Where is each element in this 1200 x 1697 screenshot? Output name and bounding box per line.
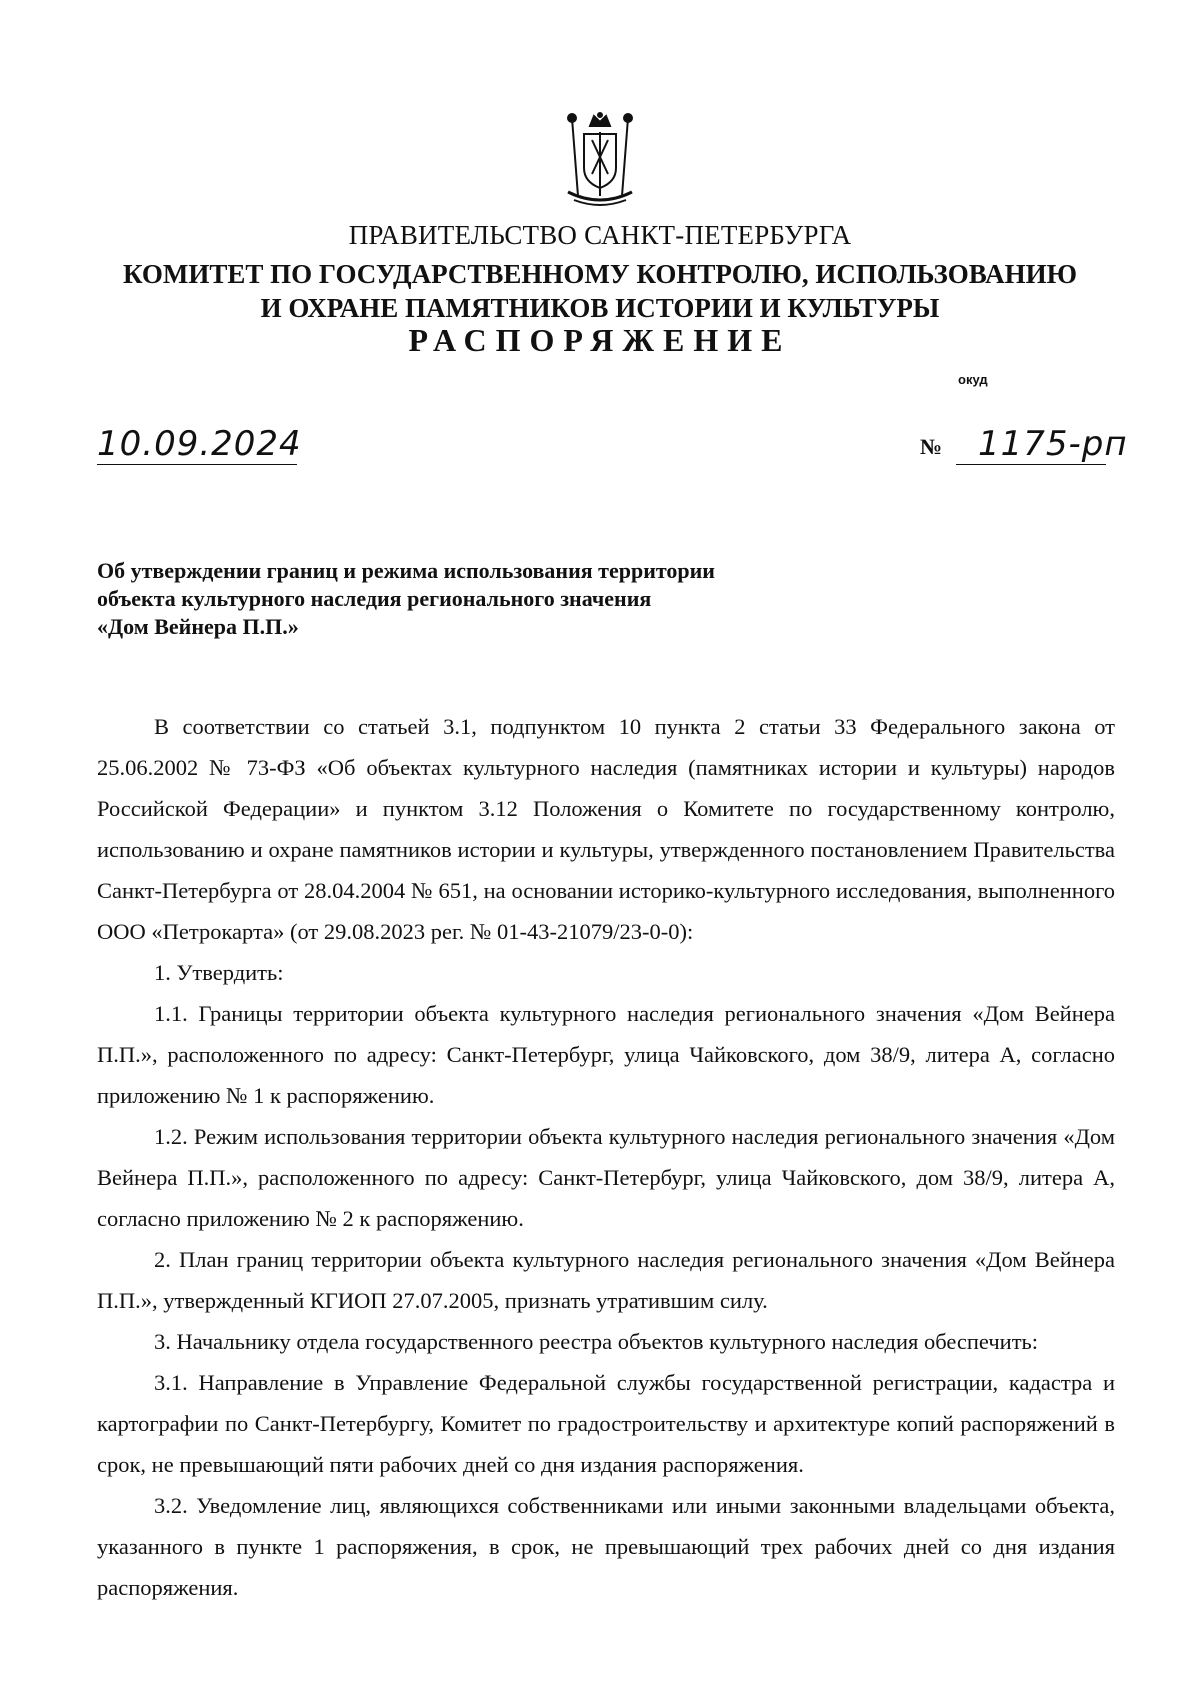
paragraph-preamble: В соответствии со статьей 3.1, подпунктом 10 пункта 2 статьи 33 Федерального закона от 25.06.2002 № 73-ФЗ «Об объектах культурного наследия (памятниках истории и культуры) народов Российской Федерации» и пунктом 3.12 Положения о Комитете по государственному контролю, использованию и охране памятников истории и культуры, утвержденного постановлением Правительства Санкт-Петербурга от 28.04.2004 № 651, на основании историко-культурного исследования, выполненного ООО «Петрокарта» (от 29.08.2023 рег. № 01-43-21079/23-0-0): <box>97 714 1115 944</box>
committee-name <box>0 257 1200 325</box>
paragraph-item-3-1: 3.1. Направление в Управление Федеральной службы государственной регистрации, кадастра и картографии по Санкт-Петербургу, Комитет по градостроительству и архитектуре копий распоряжений в срок, не превышающий пяти рабочих дней со дня издания распоряжения. <box>97 1370 1115 1477</box>
paragraph-item-1: 1. Утвердить: <box>154 960 284 985</box>
paragraph-item-3: 3. Начальнику отдела государственного реестра объектов культурного наследия обеспечить: <box>154 1329 1039 1354</box>
number-handwritten: 1175-рп <box>978 424 1128 464</box>
paragraph-item-1-2: 1.2. Режим использования территории объекта культурного наследия регионального значения «Дом Вейнера П.П.», расположенного по адресу: Санкт-Петербург, улица Чайковского, дом 38/9, литера А, согласно приложению № 2 к распоряжению. <box>97 1124 1115 1231</box>
number-sign: № <box>920 434 943 459</box>
date-underline <box>97 464 297 465</box>
government-name: ПРАВИТЕЛЬСТВО САНКТ-ПЕТЕРБУРГА <box>348 220 852 250</box>
document-number <box>920 424 1128 468</box>
document-type: РАСПОРЯЖЕНИЕ <box>408 322 792 358</box>
subject-line: Об утверждении границ и режима использования территории <box>97 558 715 583</box>
okud-label: окуд <box>958 372 988 387</box>
committee-name-line1: КОМИТЕТ ПО ГОСУДАРСТВЕННОМУ КОНТРОЛЮ, ИСПОЛЬЗОВАНИЮ <box>123 259 1077 289</box>
document-date <box>97 424 302 468</box>
paragraph-item-3-2: 3.2. Уведомление лиц, являющихся собственниками или иными законными владельцами объекта, указанного в пункте 1 распоряжения, в срок, не превышающий трех рабочих дней со дня издания распоряжения. <box>97 1493 1115 1600</box>
document-subject <box>97 557 897 641</box>
document-body <box>97 706 1115 1608</box>
paragraph-item-2: 2. План границ территории объекта культурного наследия регионального значения «Дом Вейнера П.П.», утвержденный КГИОП 27.07.2005, признать утратившим силу. <box>97 1247 1115 1313</box>
date-handwritten: 10.09.2024 <box>97 424 302 464</box>
coat-of-arms-icon <box>562 112 638 208</box>
subject-line: объекта культурного наследия регионального значения <box>97 586 652 611</box>
subject-line: «Дом Вейнера П.П.» <box>97 614 299 639</box>
committee-name-line2: И ОХРАНЕ ПАМЯТНИКОВ ИСТОРИИ И КУЛЬТУРЫ <box>260 293 940 323</box>
paragraph-item-1-1: 1.1. Границы территории объекта культурного наследия регионального значения «Дом Вейнера П.П.», расположенного по адресу: Санкт-Петербург, улица Чайковского, дом 38/9, литера А, согласно приложению № 1 к распоряжению. <box>97 1001 1115 1108</box>
number-underline <box>956 464 1106 465</box>
